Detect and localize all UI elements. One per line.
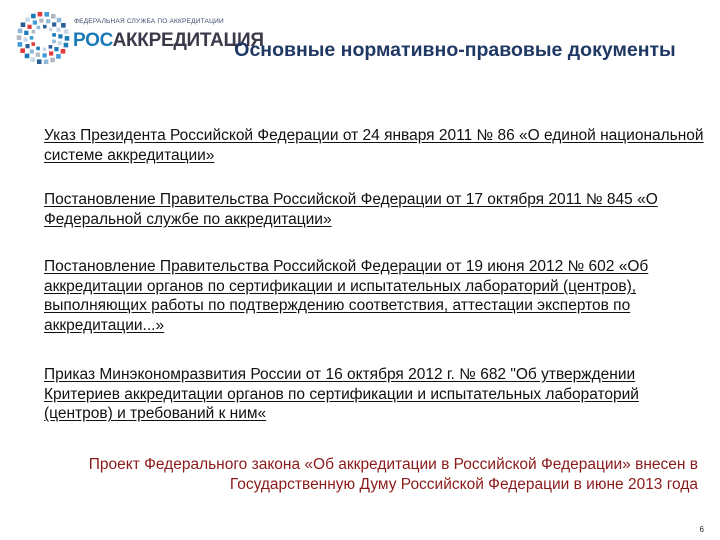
- emblem-tile: [24, 31, 28, 35]
- emblem-tile: [54, 47, 58, 51]
- emblem-tile: [25, 54, 30, 59]
- emblem-tile: [20, 48, 25, 53]
- emblem-tile: [25, 44, 29, 48]
- emblem-tile: [52, 40, 56, 44]
- document-item-2: Постановление Правительства Российской Федерации от 17 октября 2011 № 845 «О Федеральной службе по аккредитации»: [44, 191, 658, 228]
- emblem-tile: [61, 23, 66, 28]
- emblem-tile: [49, 28, 53, 32]
- emblem-tile: [27, 25, 31, 29]
- emblem-tile: [44, 60, 49, 65]
- emblem-tile: [18, 29, 23, 34]
- emblem-tile: [43, 53, 47, 57]
- emblem-tile: [21, 22, 26, 27]
- logo-super-text: ФЕДЕРАЛЬНАЯ СЛУЖБА ПО АККРЕДИТАЦИИ: [74, 18, 224, 25]
- emblem-tile: [58, 34, 62, 38]
- emblem-tile: [43, 48, 47, 52]
- emblem-tile: [31, 14, 36, 19]
- emblem-tile: [18, 42, 23, 47]
- emblem-tile: [56, 54, 61, 59]
- emblem-tile: [37, 59, 42, 64]
- emblem-tile: [17, 35, 22, 40]
- emblem-tile: [51, 14, 56, 19]
- emblem-tile: [43, 25, 47, 29]
- emblem-tile: [50, 58, 55, 63]
- emblem-tile: [61, 49, 66, 54]
- document-item-3: Постановление Правительства Российской Федерации от 19 июня 2012 № 602 «Об аккредитации органов по сертификации и испытательных лабораторий (центров), выполняющих работы по подтверждению соответствия, аттестации экспертов по аккредитации...»: [44, 258, 649, 334]
- emblem-tile: [31, 42, 35, 46]
- emblem-tile: [38, 12, 43, 17]
- rosakkreditatsiya-logo: [8, 6, 264, 66]
- emblem-tile: [25, 17, 30, 22]
- emblem-tile: [30, 36, 34, 40]
- emblem-tile: [23, 38, 27, 42]
- emblem-tile: [39, 18, 43, 22]
- emblem-tile: [64, 29, 69, 34]
- emblem-tile: [33, 20, 37, 24]
- document-item-1: Указ Президента Российской Федерации от 24 января 2011 № 86 «О единой национальной системе аккредитации»: [44, 127, 704, 164]
- logo-word-ros: РОС: [73, 30, 113, 51]
- emblem-tile: [56, 28, 60, 32]
- emblem-tile: [36, 47, 40, 51]
- emblem-tile: [32, 30, 36, 34]
- page-number: 6: [699, 525, 704, 534]
- logo-emblem-icon: [14, 9, 72, 67]
- emblem-tile: [37, 26, 41, 30]
- project-law-note: Проект Федерального закона «Об аккредитации в Российской Федерации» внесен в Государственную Думу Российской Федерации в июне 2013 года: [88, 456, 698, 493]
- logo-word-akk: АККРЕДИТАЦИЯ: [112, 30, 264, 51]
- emblem-tile: [52, 22, 56, 26]
- emblem-tile: [44, 12, 49, 17]
- emblem-tile: [64, 43, 69, 48]
- emblem-tile: [49, 51, 53, 55]
- emblem-tile: [30, 49, 34, 53]
- slide-title: Основные нормативно-правовые документы: [234, 39, 676, 61]
- emblem-tile: [65, 36, 70, 41]
- emblem-tile: [57, 18, 62, 23]
- emblem-tile: [52, 33, 56, 37]
- emblem-tile: [49, 45, 53, 49]
- emblem-tile: [58, 41, 62, 45]
- document-item-4: Приказ Минэкономразвития России от 16 октября 2012 г. № 682 "Об утверждении Критериев аккредитации органов по сертификации и испытательных лабораторий (центров) и требований к ним«: [44, 366, 639, 422]
- emblem-tile: [36, 53, 40, 57]
- emblem-tile: [46, 19, 50, 23]
- emblem-tile: [30, 57, 35, 62]
